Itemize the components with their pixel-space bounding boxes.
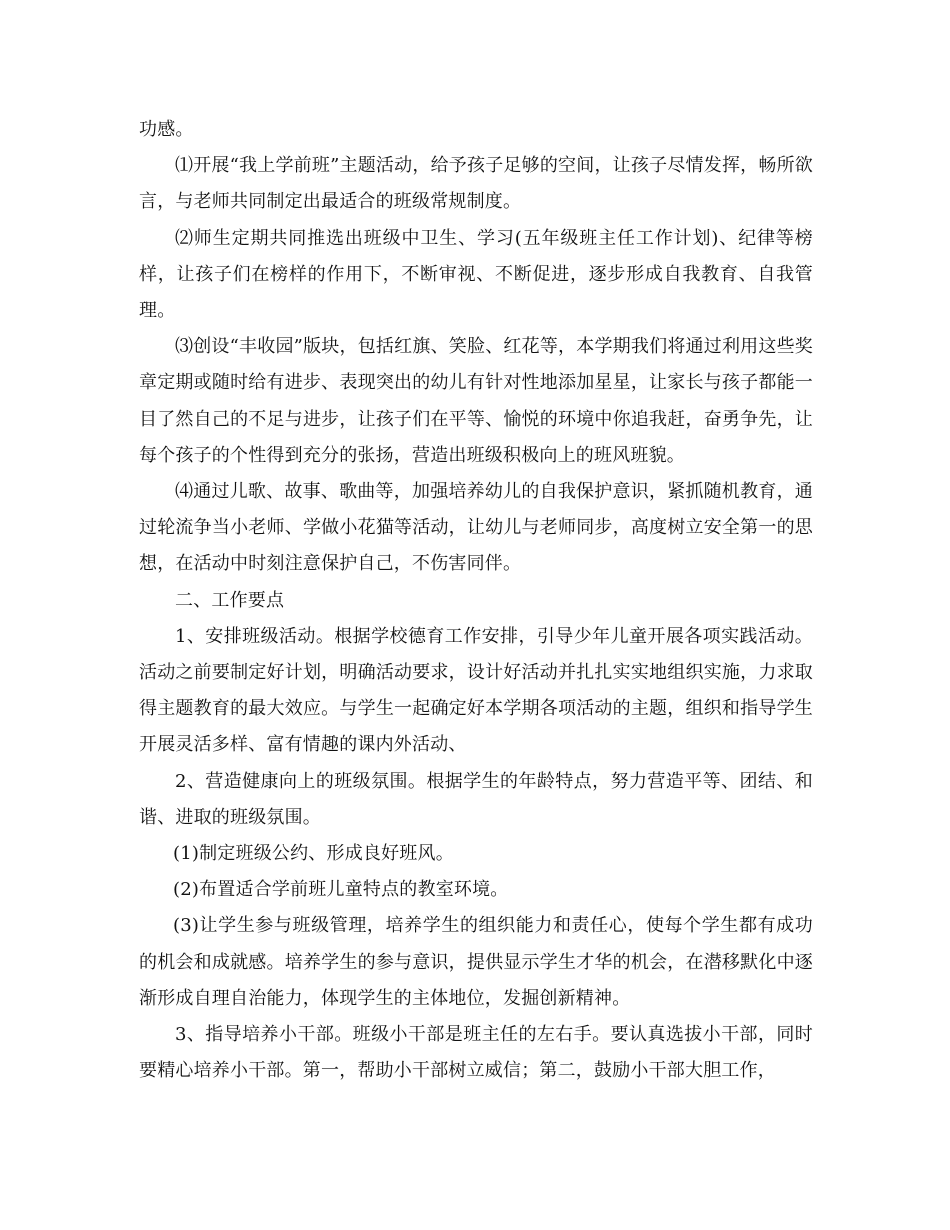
paragraph-subpoint-2: (2)布置适合学前班儿童特点的教室环境。 [173, 879, 509, 901]
paragraph-continuation: 功感。 [139, 119, 194, 140]
paragraph-point-3: 3、指导培养小干部。班级小干部是班主任的左右手。要认真选拔小干部，同时要精心培养小干部。第一，帮助小干部树立威信；第二，鼓励小干部大胆工作， [139, 1024, 813, 1082]
paragraph-item-4: ⑷通过儿歌、故事、歌曲等，加强培养幼儿的自我保护意识，紧抓随机教育，通过轮流争当小老师、学做小花猫等活动，让幼儿与老师同步，高度树立安全第一的思想，在活动中时刻注意保护自己，不伤害同伴。 [139, 481, 813, 575]
paragraph-item-3: ⑶创设“丰收园”版块，包括红旗、笑脸、红花等，本学期我们将通过利用这些奖章定期或随时给有进步、表现突出的幼儿有针对性地添加星星，让家长与孩子都能一目了然自己的不足与进步，让孩子们在平等、愉悦的环境中你追我赶，奋勇争先，让每个孩子的个性得到充分的张扬，营造出班级积极向上的班风班貌。 [139, 336, 813, 466]
paragraph-item-1: ⑴开展“我上学前班”主题活动，给予孩子足够的空间，让孩子尽情发挥，畅所欲言，与老师共同制定出最适合的班级常规制度。 [139, 155, 813, 213]
paragraph-subpoint-3: (3)让学生参与班级管理，培养学生的组织能力和责任心，使每个学生都有成功的机会和成就感。培养学生的参与意识，提供显示学生才华的机会，在潜移默化中逐渐形成自理自治能力，体现学生的主体地位，发掘创新精神。 [139, 915, 813, 1009]
document-body [139, 112, 813, 1089]
section-heading: 二、工作要点 [175, 589, 285, 611]
paragraph-point-2: 2、营造健康向上的班级氛围。根据学生的年龄特点，努力营造平等、团结、和谐、进取的班级氛围。 [139, 770, 813, 828]
paragraph-item-2: ⑵师生定期共同推选出班级中卫生、学习(五年级班主任工作计划)、纪律等榜样，让孩子们在榜样的作用下，不断审视、不断促进，逐步形成自我教育、自我管理。 [139, 227, 813, 322]
paragraph-point-1: 1、安排班级活动。根据学校德育工作安排，引导少年儿童开展各项实践活动。活动之前要制定好计划，明确活动要求，设计好活动并扎扎实实地组织实施，力求取得主题教育的最大效应。与学生一起确定好本学期各项活动的主题，组织和指导学生开展灵活多样、富有情趣的课内外活动、 [139, 625, 813, 756]
paragraph-subpoint-1: (1)制定班级公约、形成良好班风。 [173, 843, 454, 865]
